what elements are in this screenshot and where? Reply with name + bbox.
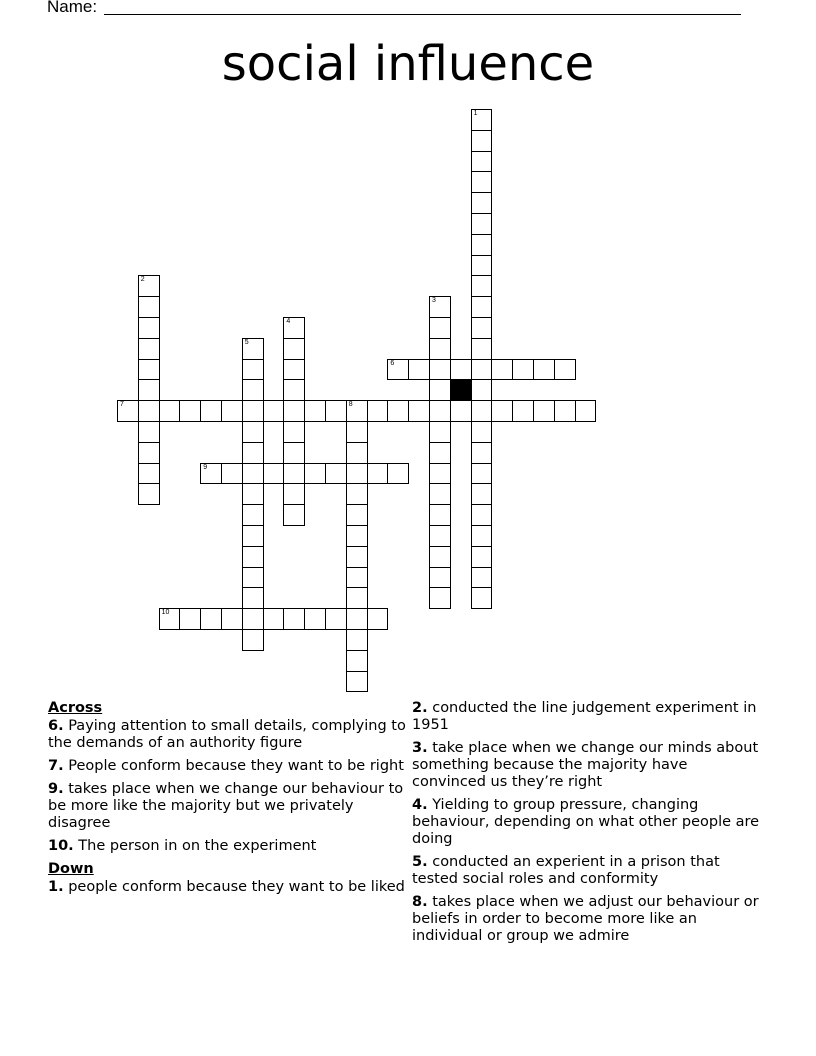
grid-cell[interactable] [429, 338, 451, 360]
grid-cell[interactable] [200, 400, 222, 422]
grid-cell[interactable] [471, 317, 493, 339]
clue-text: The person in on the experiment [78, 838, 317, 854]
grid-cell[interactable] [138, 338, 160, 360]
grid-cell[interactable] [263, 463, 285, 485]
grid-cell[interactable] [242, 463, 264, 485]
grid-cell[interactable] [325, 608, 347, 630]
grid-cell[interactable] [325, 400, 347, 422]
grid-cell[interactable] [242, 359, 264, 381]
grid-cell[interactable] [325, 463, 347, 485]
grid-cell[interactable] [429, 525, 451, 547]
clue-text: People conform because they want to be right [68, 758, 404, 774]
grid-cell[interactable] [429, 442, 451, 464]
grid-cell[interactable] [429, 483, 451, 505]
grid-cell[interactable] [346, 504, 368, 526]
grid-cell[interactable] [512, 359, 534, 381]
clue-down-8 [412, 894, 762, 945]
grid-cell[interactable] [304, 400, 326, 422]
cell-number: 2 [140, 276, 145, 284]
grid-cell[interactable] [429, 359, 451, 381]
grid-cell[interactable] [429, 296, 451, 318]
grid-cell[interactable] [471, 400, 493, 422]
grid-cell[interactable] [408, 400, 430, 422]
grid-cell[interactable] [471, 338, 493, 360]
grid-cell[interactable] [429, 587, 451, 609]
grid-cell[interactable] [471, 483, 493, 505]
grid-cell[interactable] [471, 151, 493, 173]
clue-text: take place when we change our minds about something because the majority have convinced us they’re right [412, 740, 759, 790]
clue-number: 2. [412, 700, 428, 716]
grid-cell[interactable] [429, 317, 451, 339]
grid-cell[interactable] [533, 359, 555, 381]
grid-cell[interactable] [263, 608, 285, 630]
cell-number: 3 [432, 297, 436, 305]
grid-cell[interactable] [471, 213, 493, 235]
grid-cell[interactable] [346, 546, 368, 568]
grid-cell[interactable] [450, 400, 472, 422]
down-heading: Down [48, 861, 94, 877]
grid-cell[interactable] [429, 463, 451, 485]
cell-number: 1 [473, 110, 478, 117]
grid-cell[interactable] [408, 359, 430, 381]
clue-down-5 [412, 854, 762, 888]
grid-cell[interactable] [387, 400, 409, 422]
grid-cell[interactable] [471, 109, 493, 131]
grid-cell[interactable] [471, 587, 493, 609]
clues-right-column [412, 700, 762, 951]
grid-cell[interactable] [450, 359, 472, 381]
grid-cell[interactable] [491, 359, 513, 381]
grid-cell[interactable] [471, 421, 493, 443]
clues-left-column [48, 700, 408, 902]
grid-cell[interactable] [138, 483, 160, 505]
grid-cell[interactable] [138, 379, 160, 401]
clue-number: 6. [48, 718, 64, 734]
grid-cell[interactable] [138, 275, 160, 297]
cell-number: 4 [286, 318, 291, 325]
grid-cell[interactable] [471, 567, 493, 589]
cell-number: 10 [161, 609, 170, 617]
grid-cell[interactable] [263, 400, 285, 422]
grid-cell[interactable] [242, 421, 264, 443]
grid-cell[interactable] [242, 504, 264, 526]
grid-cell[interactable] [346, 629, 368, 651]
grid-cell[interactable] [242, 400, 264, 422]
grid-cell[interactable] [242, 546, 264, 568]
grid-cell[interactable] [242, 442, 264, 464]
cell-number: 9 [203, 463, 208, 471]
clue-number: 3. [412, 740, 428, 756]
clue-down-2 [412, 700, 762, 734]
grid-cell[interactable] [429, 546, 451, 568]
clue-across-9 [48, 781, 408, 832]
grid-cell[interactable] [283, 400, 305, 422]
grid-cell[interactable] [138, 421, 160, 443]
grid-cell[interactable] [200, 463, 222, 485]
grid-cell[interactable] [533, 400, 555, 422]
grid-cell[interactable] [429, 400, 451, 422]
grid-cell[interactable] [471, 255, 493, 277]
grid-cell[interactable] [346, 421, 368, 443]
grid-cell[interactable] [242, 525, 264, 547]
clue-text: conducted the line judgement experiment in 1951 [412, 700, 757, 733]
grid-cell[interactable] [304, 608, 326, 630]
grid-cell[interactable] [512, 400, 534, 422]
grid-block-cell [450, 379, 472, 401]
grid-cell[interactable] [387, 359, 409, 381]
grid-cell[interactable] [429, 421, 451, 443]
grid-cell[interactable] [471, 504, 493, 526]
cell-number: 8 [348, 401, 353, 409]
clue-number: 9. [48, 781, 64, 797]
clue-text: Paying attention to small details, complying to the demands of an authority figure [48, 718, 406, 751]
clue-across-7 [48, 758, 408, 775]
clue-number: 7. [48, 758, 64, 774]
grid-cell[interactable] [346, 671, 368, 693]
grid-cell[interactable] [283, 504, 305, 526]
grid-cell[interactable] [346, 483, 368, 505]
clue-across-10 [48, 838, 408, 855]
grid-cell[interactable] [346, 400, 368, 422]
grid-cell[interactable] [138, 317, 160, 339]
grid-cell[interactable] [346, 587, 368, 609]
clue-number: 4. [412, 797, 428, 813]
clue-number: 10. [48, 838, 74, 854]
grid-cell[interactable] [471, 546, 493, 568]
grid-cell[interactable] [283, 483, 305, 505]
grid-cell[interactable] [221, 463, 243, 485]
grid-cell[interactable] [179, 608, 201, 630]
grid-cell[interactable] [471, 463, 493, 485]
grid-cell[interactable] [471, 192, 493, 214]
grid-cell[interactable] [429, 379, 451, 401]
grid-cell[interactable] [471, 379, 493, 401]
clue-text: conducted an experient in a prison that tested social roles and conformity [412, 854, 720, 887]
grid-cell[interactable] [346, 608, 368, 630]
grid-cell[interactable] [429, 504, 451, 526]
grid-cell[interactable] [283, 421, 305, 443]
grid-cell[interactable] [283, 317, 305, 339]
clue-text: people conform because they want to be liked [68, 879, 405, 895]
clue-across-6 [48, 718, 408, 752]
grid-cell[interactable] [242, 483, 264, 505]
grid-cell[interactable] [283, 359, 305, 381]
grid-cell[interactable] [242, 587, 264, 609]
grid-cell[interactable] [346, 650, 368, 672]
grid-cell[interactable] [429, 567, 451, 589]
grid-cell[interactable] [471, 296, 493, 318]
clue-text: takes place when we change our behaviour to be more like the majority but we privately disagree [48, 781, 404, 831]
cell-number: 6 [390, 359, 395, 367]
grid-cell[interactable] [554, 400, 576, 422]
grid-cell[interactable] [554, 359, 576, 381]
clue-down-3 [412, 740, 762, 791]
grid-cell[interactable] [367, 608, 389, 630]
grid-cell[interactable] [221, 608, 243, 630]
grid-cell[interactable] [471, 130, 493, 152]
grid-cell[interactable] [471, 525, 493, 547]
grid-cell[interactable] [242, 379, 264, 401]
grid-cell[interactable] [138, 359, 160, 381]
clue-number: 5. [412, 854, 428, 870]
grid-cell[interactable] [346, 567, 368, 589]
grid-cell[interactable] [283, 379, 305, 401]
name-label: Name: [47, 0, 98, 16]
grid-cell[interactable] [346, 463, 368, 485]
puzzle-title: social influence [221, 36, 595, 92]
grid-cell[interactable] [471, 171, 493, 193]
clue-down-4 [412, 797, 762, 848]
grid-cell[interactable] [471, 234, 493, 256]
grid-cell[interactable] [575, 400, 597, 422]
grid-cell[interactable] [179, 400, 201, 422]
clue-number: 1. [48, 879, 64, 895]
grid-cell[interactable] [471, 359, 493, 381]
grid-cell[interactable] [138, 442, 160, 464]
grid-cell[interactable] [242, 338, 264, 360]
grid-cell[interactable] [367, 400, 389, 422]
grid-cell[interactable] [346, 442, 368, 464]
clue-number: 8. [412, 894, 428, 910]
grid-cell[interactable] [283, 338, 305, 360]
clue-text: takes place when we adjust our behaviour or beliefs in order to become more like an individual or group we admire [412, 894, 759, 944]
grid-cell[interactable] [367, 463, 389, 485]
grid-cell[interactable] [283, 463, 305, 485]
across-heading: Across [48, 700, 103, 716]
cell-number: 5 [244, 338, 249, 346]
clue-text: Yielding to group pressure, changing behaviour, depending on what other people are doing [412, 797, 760, 847]
grid-cell[interactable] [346, 525, 368, 547]
grid-cell[interactable] [138, 296, 160, 318]
grid-cell[interactable] [159, 400, 181, 422]
grid-cell[interactable] [387, 463, 409, 485]
grid-cell[interactable] [242, 567, 264, 589]
cell-number: 7 [120, 401, 124, 409]
grid-cell[interactable] [200, 608, 222, 630]
grid-cell[interactable] [242, 629, 264, 651]
grid-cell[interactable] [304, 463, 326, 485]
grid-cell[interactable] [138, 463, 160, 485]
grid-cell[interactable] [138, 400, 160, 422]
grid-cell[interactable] [283, 608, 305, 630]
grid-cell[interactable] [221, 400, 243, 422]
grid-cell[interactable] [471, 442, 493, 464]
grid-cell[interactable] [491, 400, 513, 422]
grid-cell[interactable] [283, 442, 305, 464]
grid-cell[interactable] [117, 400, 139, 422]
grid-cell[interactable] [159, 608, 181, 630]
clue-down-1 [48, 879, 408, 896]
grid-cell[interactable] [242, 608, 264, 630]
grid-cell[interactable] [471, 275, 493, 297]
